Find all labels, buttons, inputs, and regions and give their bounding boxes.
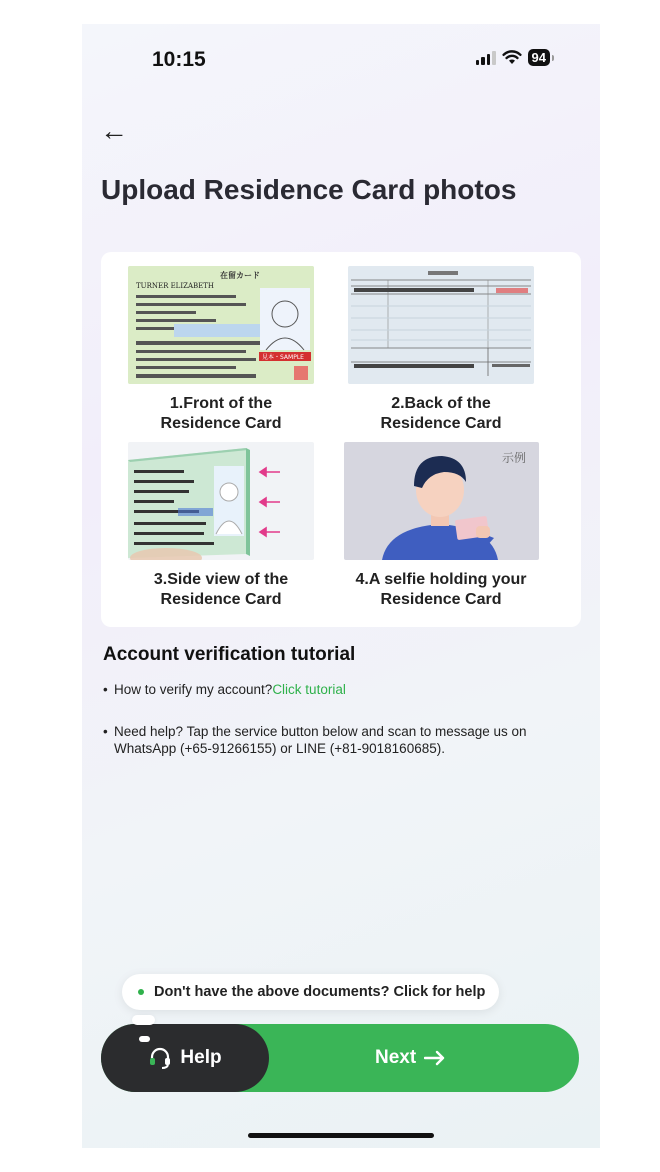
signal-icon [476, 51, 496, 65]
residence-card-side-image [128, 442, 314, 560]
wifi-icon [502, 50, 522, 65]
card-header-text: 在留カード [220, 271, 260, 280]
card-name-text: TURNER ELIZABETH [136, 282, 215, 290]
selfie-example-image [344, 442, 539, 560]
sample-tag-text: 示例 [501, 451, 526, 465]
battery-nub [552, 55, 554, 61]
tutorial-item-help [103, 723, 573, 757]
verify-question: How to verify my account? [114, 682, 273, 697]
arrow-left-icon: ← [100, 115, 128, 146]
doc-selfie[interactable] [331, 442, 551, 610]
tutorial-item-verify [103, 681, 573, 698]
residence-card-back-image [348, 266, 534, 384]
back-button[interactable] [100, 116, 128, 146]
help-button[interactable] [101, 1024, 269, 1092]
tooltip-dot-icon [138, 989, 144, 995]
doc-side-view-label: 3.Side view of the Residence Card [153, 571, 289, 608]
doc-selfie-label: 4.A selfie holding your Residence Card [355, 571, 527, 608]
bullet-icon: • [103, 682, 108, 697]
arrow-right-icon [424, 1050, 446, 1066]
doc-front[interactable] [111, 266, 331, 434]
help-contact-text: Need help? Tap the service button below and scan to message us on WhatsApp (+65-91266155) or LINE (+81-9018160685). [114, 724, 527, 756]
no-documents-help-tooltip[interactable] [122, 974, 499, 1010]
tooltip-tail-small [139, 1036, 150, 1042]
status-time: 10:15 [152, 48, 206, 71]
bullet-icon: • [103, 724, 108, 739]
click-tutorial-link[interactable]: Click tutorial [272, 682, 346, 697]
tooltip-tail [132, 1015, 155, 1025]
tutorial-title: Account verification tutorial [103, 644, 356, 665]
help-label: Help [180, 1047, 222, 1068]
headset-icon [148, 1046, 172, 1070]
status-icons [476, 49, 554, 66]
phone-screen [82, 24, 600, 1148]
doc-back[interactable] [331, 266, 551, 434]
home-indicator [248, 1133, 434, 1138]
sample-badge-text: 見本・SAMPLE [262, 354, 304, 361]
battery-indicator: 94 [528, 49, 550, 66]
tooltip-text: Don't have the above documents? Click for help [154, 984, 486, 1000]
doc-side-view[interactable] [111, 442, 331, 610]
doc-front-label: 1.Front of the Residence Card [160, 395, 282, 432]
residence-card-front-image [128, 266, 314, 384]
doc-back-label: 2.Back of the Residence Card [380, 395, 502, 432]
next-label: Next [375, 1047, 417, 1068]
document-examples-card [101, 252, 581, 627]
page-title: Upload Residence Card photos [101, 174, 517, 205]
